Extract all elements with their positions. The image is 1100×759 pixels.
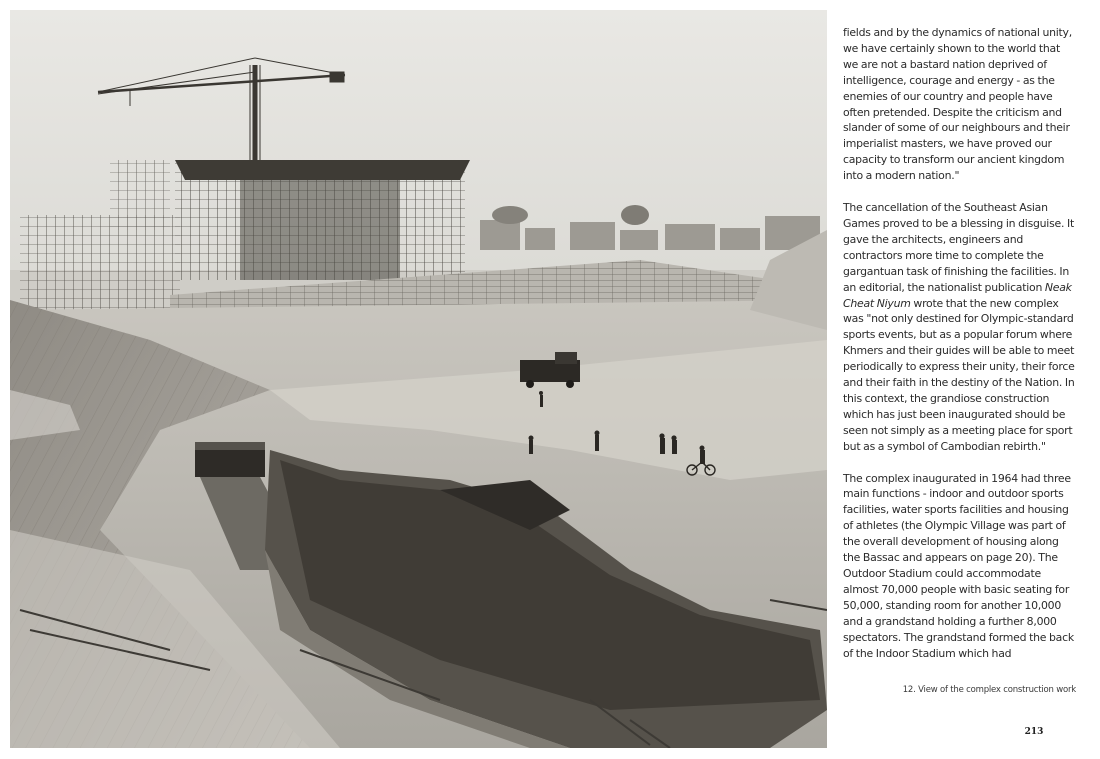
article-text [843,25,1075,677]
paragraph-2 [843,200,1075,455]
paragraph-3: The complex inaugurated in 1964 had three main functions - indoor and outdoor sports facilities, water sports facilities and housing of athletes (the Olympic Village was part of the overall development of housing along the Bassac and appears on page 20). The Outdoor Stadium could accommodate almost 70,000 people with basic seating for 50,000, standing room for another 10,000 and a grandstand holding a further 8,000 spectators. The grandstand formed the back of the Indoor Stadium which had [843,471,1074,660]
paragraph-2-end: wrote that the new complex was "not only destined for Olympic-standard sports events, but as a popular forum where Khmers and their guides will be able to meet periodically to express their unity, their force and their faith in the destiny of the Nation. In this context, the grandiose construction which has just been inaugurated should be seen not simply as a meeting place for sport but as a symbol of Cambodian rebirth." [843,296,1075,453]
construction-photo-illustration [10,10,827,748]
publication-name: Neak Cheat Niyum [843,280,1072,310]
page-number: 213 [1024,727,1044,737]
construction-photo [10,10,827,748]
figure-caption: 12. View of the complex construction work [902,685,1076,695]
paragraph-1: fields and by the dynamics of national unity, we have certainly shown to the world that we are not a bastard nation deprived of intelligence, courage and energy - as the enemies of our country and people have often pretended. Despite the criticism and slander of some of our neighbours and their imperialist masters, we have proved our capacity to transform our ancient kingdom into a modern nation." [843,26,1072,183]
paragraph-2-start: The cancellation of the Southeast Asian Games proved to be a blessing in disguise. It gave the architects, engineers and contractors more time to complete the gargantuan task of finishing the facilities. In an editorial, the nationalist publication [843,201,1074,294]
